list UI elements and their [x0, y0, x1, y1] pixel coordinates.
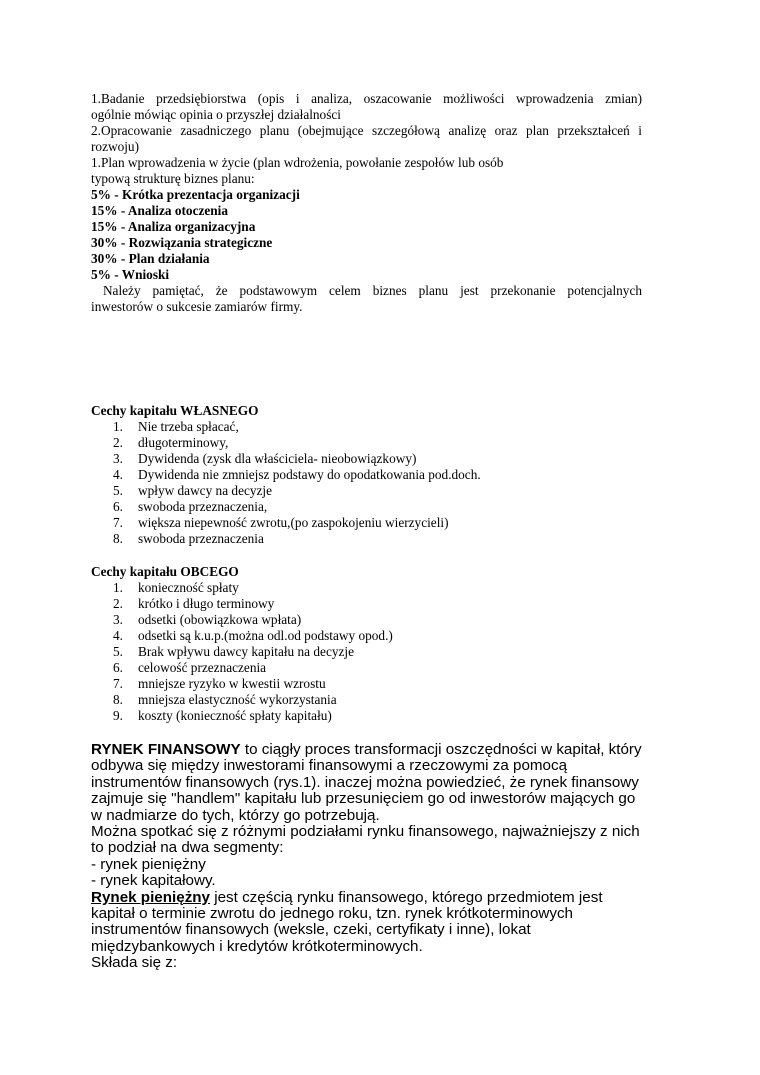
money-market-line-5: Składa się z:	[91, 954, 178, 972]
intro-line-3: 2.Opracowanie zasadniczego planu (obejmujące szczegółową analizę oraz plan przekształceń i	[91, 123, 642, 138]
list-item: 1. Nie trzeba spłacać,	[113, 419, 239, 434]
market-line-4: zajmuje się "handlem" kapitału lub przesunięciem go od inwestorów mających go	[91, 790, 636, 808]
market-line-6: Można spotkać się z różnymi podziałami rynku finansowego, najważniejszy z nich	[91, 823, 640, 841]
money-market-line-2: kapitał o terminie zwrotu do jednego roku, tzn. rynek krótkoterminowych	[91, 905, 574, 923]
market-line-2: odbywa się między inwestorami finansowymi a rzeczowymi za pomocą	[91, 757, 568, 775]
list-item: 1. konieczność spłaty	[113, 580, 239, 595]
money-market-line-3: instrumentów finansowych (weksle, czeki, certyfikaty i inne), lokat	[91, 921, 531, 939]
own-capital-section	[91, 403, 642, 547]
list-item: 5. Brak wpływu dawcy kapitału na decyzje	[113, 644, 354, 659]
note-line-2: inwestorów o sukcesie zamiarów firmy.	[91, 299, 303, 314]
structure-item: 5% - Krótka prezentacja organizacji	[91, 187, 300, 202]
list-item: 3. odsetki (obowiązkowa wpłata)	[113, 612, 302, 627]
list-item: 8. mniejsza elastyczność wykorzystania	[113, 692, 337, 707]
own-capital-list	[91, 419, 642, 547]
money-market-line-4: międzybankowych i kredytów krótkoterminowych.	[91, 937, 423, 955]
intro-line-5: 1.Plan wprowadzenia w życie (plan wdrożenia, powołanie zespołów lub osób	[91, 155, 504, 170]
intro-line-4: rozwoju)	[91, 139, 139, 154]
financial-market-section	[91, 742, 681, 972]
list-item: 4. Dywidenda nie zmniejsz podstawy do opodatkowania pod.doch.	[113, 467, 481, 482]
structure-item: 15% - Analiza organizacyjna	[91, 219, 256, 234]
structure-item: 5% - Wnioski	[91, 267, 170, 282]
list-item: 9. koszty (konieczność spłaty kapitału)	[113, 708, 332, 723]
note-line-1: Należy pamiętać, że podstawowym celem biznes planu jest przekonanie potencjalnych	[91, 283, 642, 298]
market-line-7: to podział na dwa segmenty:	[91, 839, 284, 857]
intro-line-6: typową strukturę biznes planu:	[91, 171, 255, 186]
money-market-term: Rynek pieniężny	[91, 888, 211, 906]
list-item: 2. długoterminowy,	[113, 435, 229, 450]
market-line-3: instrumentów finansowych (rys.1). inaczej można powiedzieć, że rynek finansowy	[91, 773, 639, 791]
list-item: 6. celowość przeznaczenia	[113, 660, 267, 675]
list-item: 8. swoboda przeznaczenia	[113, 531, 264, 546]
market-term: RYNEK FINANSOWY	[91, 741, 241, 758]
list-item: 2. krótko i długo terminowy	[113, 596, 275, 611]
foreign-capital-list	[91, 580, 642, 724]
structure-item: 30% - Rozwiązania strategiczne	[91, 235, 273, 250]
market-line-1: RYNEK FINANSOWY to ciągły proces transformacji oszczędności w kapitał, który	[91, 741, 642, 758]
money-market-line-1: Rynek pieniężny jest częścią rynku finansowego, którego przedmiotem jest	[91, 888, 603, 906]
list-item: 7. mniejsze ryzyko w kwestii wzrostu	[113, 676, 326, 691]
market-line-5: w nadmiarze do tych, którzy go potrzebują.	[91, 806, 380, 824]
foreign-capital-section	[91, 564, 642, 724]
structure-item: 15% - Analiza otoczenia	[91, 203, 229, 218]
structure-item: 30% - Plan działania	[91, 251, 210, 266]
own-capital-heading: Cechy kapitału WŁASNEGO	[91, 403, 259, 418]
market-line-8: - rynek pieniężny	[91, 855, 206, 873]
list-item: 4. odsetki są k.u.p.(można odl.od podstawy opod.)	[113, 628, 393, 643]
market-line-9: - rynek kapitałowy.	[91, 872, 216, 890]
list-item: 6. swoboda przeznaczenia,	[113, 499, 268, 514]
list-item: 7. większa niepewność zwrotu,(po zaspokojeniu wierzycieli)	[113, 515, 449, 530]
intro-paragraph	[91, 91, 642, 315]
foreign-capital-heading: Cechy kapitału OBCEGO	[91, 564, 239, 579]
intro-line-1: 1.Badanie przedsiębiorstwa (opis i analiza, oszacowanie możliwości wprowadzenia zmian)	[91, 91, 642, 106]
intro-line-2: ogólnie mówiąc opinia o przyszłej działalności	[91, 107, 341, 122]
list-item: 3. Dywidenda (zysk dla właściciela- nieobowiązkowy)	[113, 451, 417, 466]
list-item: 5. wpływ dawcy na decyzje	[113, 483, 273, 498]
